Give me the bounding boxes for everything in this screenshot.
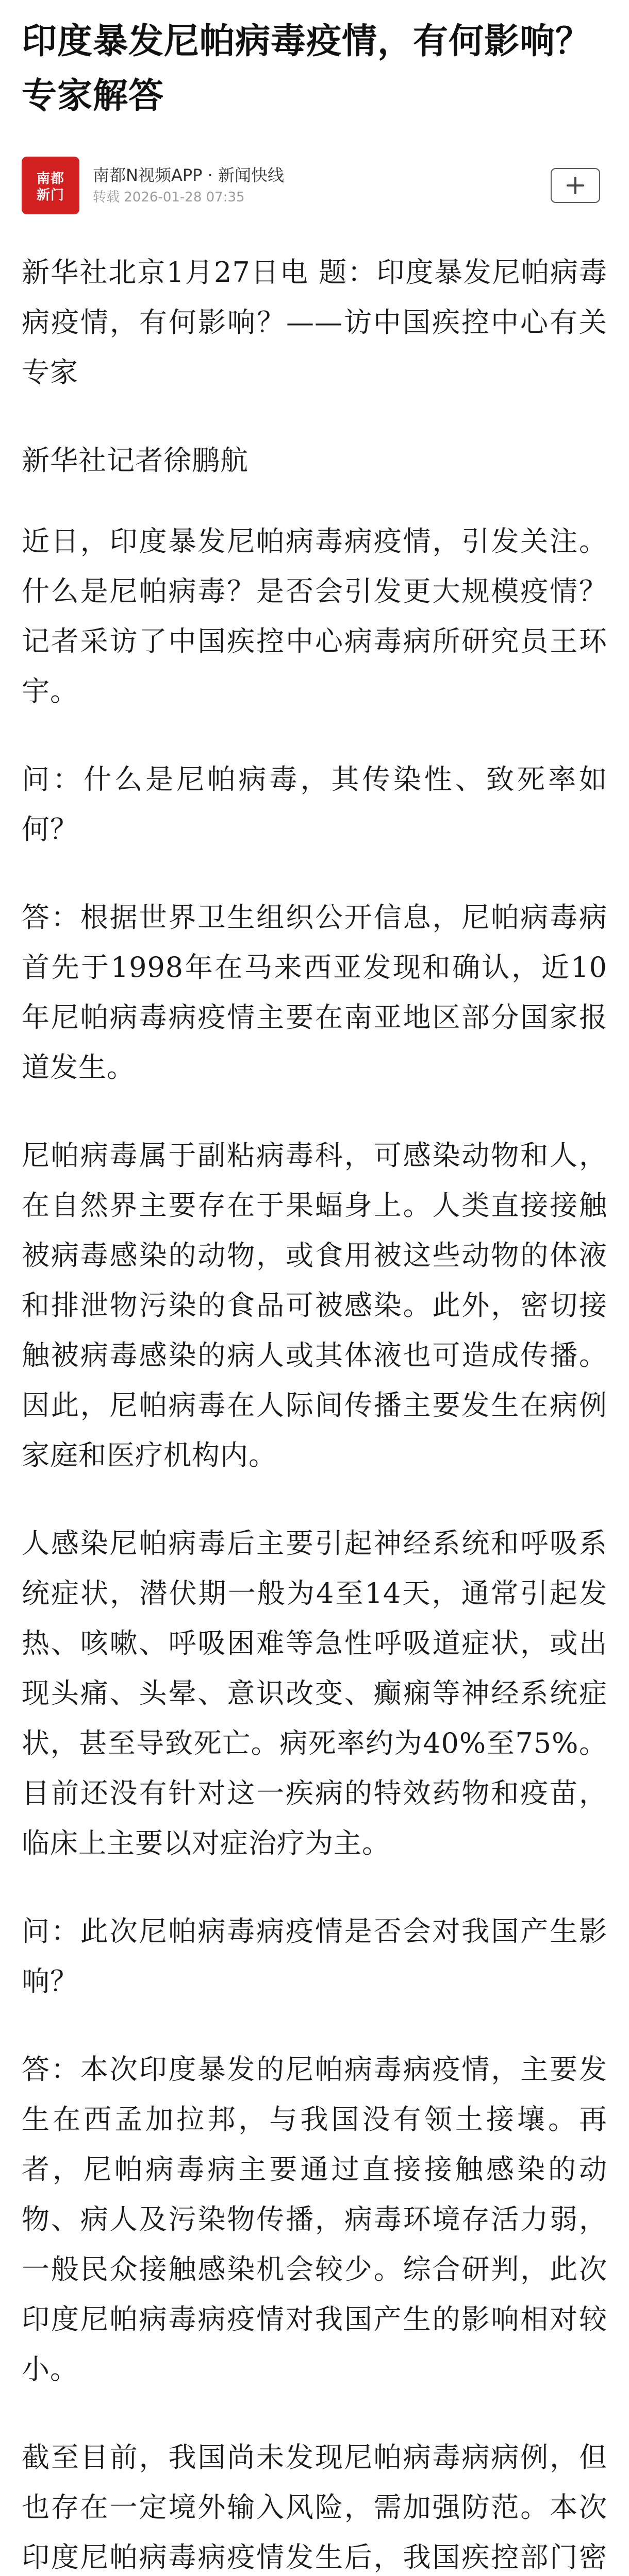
publisher-source[interactable]: 南都N视频APP · 新闻快线 xyxy=(93,165,284,185)
article-title: 印度暴发尼帕病毒疫情，有何影响？专家解答 xyxy=(22,21,591,116)
article-paragraph: 近日，印度暴发尼帕病毒病疫情，引发关注。什么是尼帕病毒？是否会引发更大规模疫情？记者采访了中国疾控中心病毒病所研究员王环宇。 xyxy=(22,525,607,707)
plus-icon xyxy=(566,176,585,195)
logo-text-top: 南都 xyxy=(36,171,64,187)
publisher-logo[interactable] xyxy=(22,157,79,214)
publisher-bar xyxy=(22,155,607,216)
article-paragraph: 答：本次印度暴发的尼帕病毒病疫情，主要发生在西孟加拉邦，与我国没有领土接壤。再者，尼帕病毒病主要通过直接接触感染的动物、病人及污染物传播，病毒环境存活力弱，一般民众接触感染机会较少。综合研判，此次印度尼帕病毒病疫情对我国产生的影响相对较小。 xyxy=(22,2053,607,2385)
article-paragraph: 问：此次尼帕病毒病疫情是否会对我国产生影响？ xyxy=(22,1915,607,1997)
article-paragraph: 问：什么是尼帕病毒，其传染性、致死率如何？ xyxy=(22,763,607,845)
article-paragraph: 新华社北京1月27日电 题：印度暴发尼帕病毒病疫情，有何影响？——访中国疾控中心有关专家 xyxy=(22,256,607,388)
article-paragraph: 尼帕病毒属于副粘病毒科，可感染动物和人，在自然界主要存在于果蝠身上。人类直接接触被病毒感染的动物，或食用被这些动物的体液和排泄物污染的食品可被感染。此外，密切接触被病毒感染的病人或其体液也可造成传播。因此，尼帕病毒在人际间传播主要发生在病例家庭和医疗机构内。 xyxy=(22,1139,607,1471)
article-body xyxy=(22,247,607,2576)
publisher-info xyxy=(93,163,284,208)
publish-time: 转载 2026-01-28 07:35 xyxy=(93,190,245,205)
article-paragraph: 新华社记者徐鹏航 xyxy=(22,444,249,477)
article-paragraph: 截至目前，我国尚未发现尼帕病毒病病例，但也存在一定境外输入风险，需加强防范。本次印度尼帕病毒病疫情发生后，我国疾控部门密 xyxy=(22,2441,607,2573)
logo-text-bottom: 新门 xyxy=(36,188,64,203)
article-paragraph: 人感染尼帕病毒后主要引起神经系统和呼吸系统症状，潜伏期一般为4至14天，通常引起发热、咳嗽、呼吸困难等急性呼吸道症状，或出现头痛、头晕、意识改变、癫痫等神经系统症状，甚至导致死亡。病死率约为40%至75%。目前还没有针对这一疾病的特效药物和疫苗，临床上主要以对症治疗为主。 xyxy=(22,1527,607,1859)
follow-button[interactable] xyxy=(551,168,600,203)
article-paragraph: 答：根据世界卫生组织公开信息，尼帕病毒病首先于1998年在马来西亚发现和确认，近10年尼帕病毒病疫情主要在南亚地区部分国家报道发生。 xyxy=(22,901,607,1083)
